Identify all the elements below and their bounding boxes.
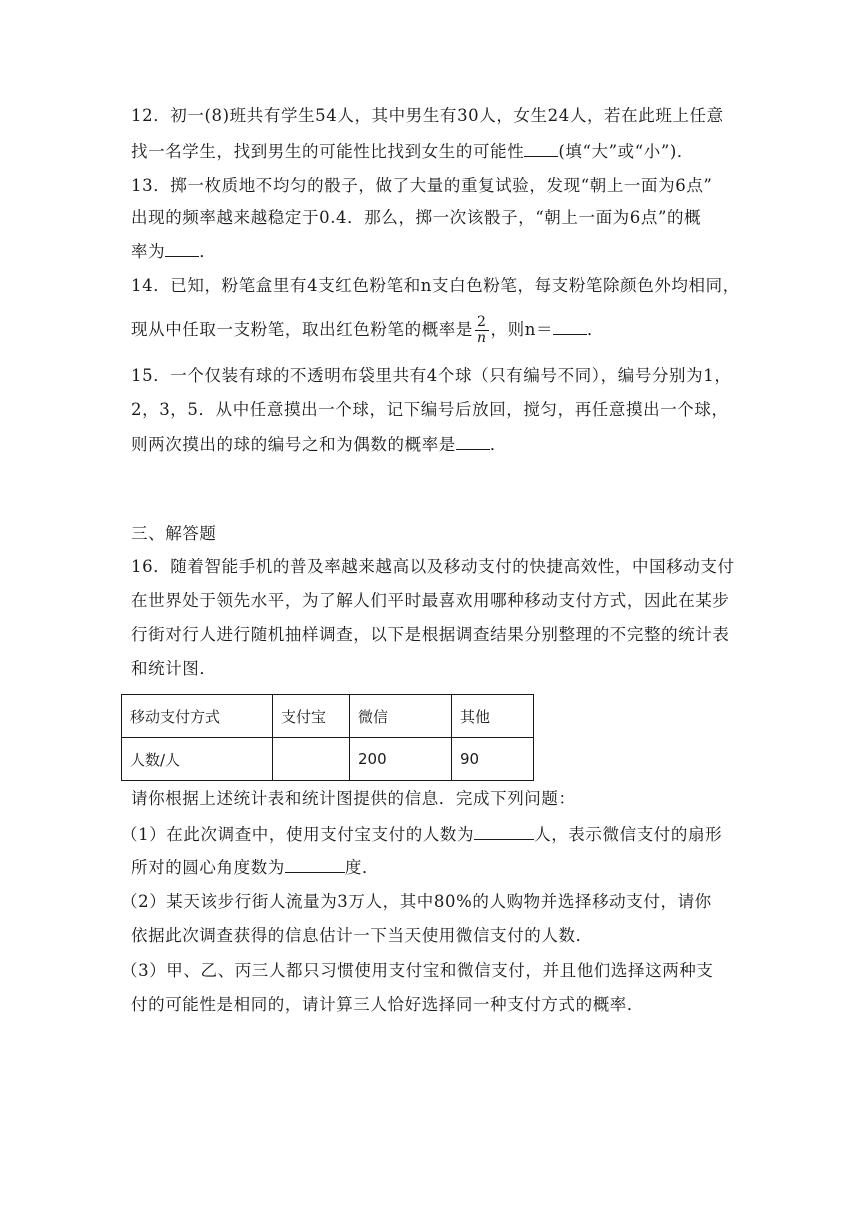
q16-line-1: 16．随着智能手机的普及率越来越高以及移动支付的快捷高效性，中国移动支付 — [131, 557, 735, 576]
table-cell: 人数/人 — [122, 738, 273, 781]
q14-text-b: ，则n＝ — [490, 320, 554, 339]
table-cell: 200 — [350, 738, 452, 781]
table-header-cell: 其他 — [452, 695, 534, 738]
q12-line-1: 12．初一(8)班共有学生54人，其中男生有30人，女生24人，若在此班上任意 — [131, 106, 724, 125]
q14-text-a: 现从中任取一支粉笔，取出红色粉笔的概率是 — [131, 320, 473, 339]
q16-part1-line-2 — [131, 856, 379, 879]
q16-line-4: 和统计图． — [131, 659, 217, 678]
q16-line-3: 行街对行人进行随机抽样调查，以下是根据调查结果分别整理的不完整的统计表 — [131, 625, 730, 644]
table-header-cell: 支付宝 — [273, 695, 350, 738]
payment-stats-table — [121, 694, 534, 781]
q16-part1-text-b: 人，表示微信支付的扇形 — [534, 825, 723, 844]
table-header-cell: 移动支付方式 — [122, 695, 273, 738]
table-cell-empty — [273, 738, 350, 781]
q15-text-a: 则两次摸出的球的编号之和为偶数的概率是 — [131, 435, 456, 454]
q16-part1-blank-2[interactable] — [285, 856, 345, 873]
table-header-cell: 微信 — [350, 695, 452, 738]
q13-line-1: 13．掷一枚质地不均匀的骰子，做了大量的重复试验，发现“朝上一面为6点” — [131, 176, 713, 195]
q16-part1-blank-1[interactable] — [474, 823, 534, 840]
section-title: 三、解答题 — [131, 524, 217, 543]
q12-text-a: 找一名学生，找到男生的可能性比找到女生的可能性 — [131, 142, 525, 161]
q16-part3-line-1: （3）甲、乙、丙三人都只习惯使用支付宝和微信支付，并且他们选择这两种支 — [121, 961, 714, 980]
table-header-row — [122, 695, 534, 738]
q13-text-b: ． — [199, 242, 217, 261]
q15-line-3 — [131, 433, 507, 456]
q15-answer-blank[interactable] — [456, 433, 490, 450]
q13-text-a: 率为 — [131, 242, 166, 261]
q16-line-2: 在世界处于领先水平，为了解人们平时最喜欢用哪种移动支付方式，因此在某步 — [131, 591, 730, 610]
q14-fraction-denominator: n — [476, 330, 487, 346]
q14-answer-blank[interactable] — [553, 318, 587, 335]
q16-part1-text-d: 度． — [344, 858, 380, 877]
q16-part1-text-c: 所对的圆心角度数为 — [131, 858, 285, 877]
q16-part1-text-a: （1）在此次调查中，使用支付宝支付的人数为 — [121, 825, 475, 844]
q15-line-2: 2，3，5．从中任意摸出一个球，记下编号后放回，搅匀，再任意摸出一个球， — [131, 400, 729, 419]
q16-part2-line-2: 依据此次调查获得的信息估计一下当天使用微信支付的人数． — [131, 926, 593, 945]
q13-line-3 — [131, 240, 216, 263]
q15-text-b: ． — [489, 435, 508, 454]
q13-line-2: 出现的频率越来越稳定于0.4．那么，掷一次该骰子，“朝上一面为6点”的概 — [131, 208, 702, 227]
q14-fraction-numerator: 2 — [477, 314, 487, 330]
table-row — [122, 738, 534, 781]
q12-text-b: (填“大”或“小”)． — [558, 142, 695, 161]
q12-line-2 — [131, 140, 694, 163]
q16-part3-line-2: 付的可能性是相同的，请计算三人恰好选择同一种支付方式的概率． — [131, 995, 644, 1014]
q13-answer-blank[interactable] — [165, 240, 199, 257]
q16-part1-line-1 — [121, 823, 722, 846]
q16-intro: 请你根据上述统计表和统计图提供的信息．完成下列问题： — [131, 789, 576, 808]
q14-text-c: ． — [587, 320, 605, 339]
q16-part2-line-1: （2）某天该步行街人流量为3万人，其中80%的人购物并选择移动支付，请你 — [121, 892, 712, 911]
table-cell: 90 — [452, 738, 534, 781]
q14-line-2 — [131, 315, 604, 346]
q15-line-1: 15．一个仅装有球的不透明布袋里共有4个球（只有编号不同），编号分别为1， — [131, 366, 732, 385]
q14-line-1: 14．已知，粉笔盒里有4支红色粉笔和n支白色粉笔，每支粉笔除颜色外均相同， — [131, 276, 740, 295]
q12-answer-blank[interactable] — [524, 140, 558, 157]
q14-fraction — [475, 315, 489, 346]
